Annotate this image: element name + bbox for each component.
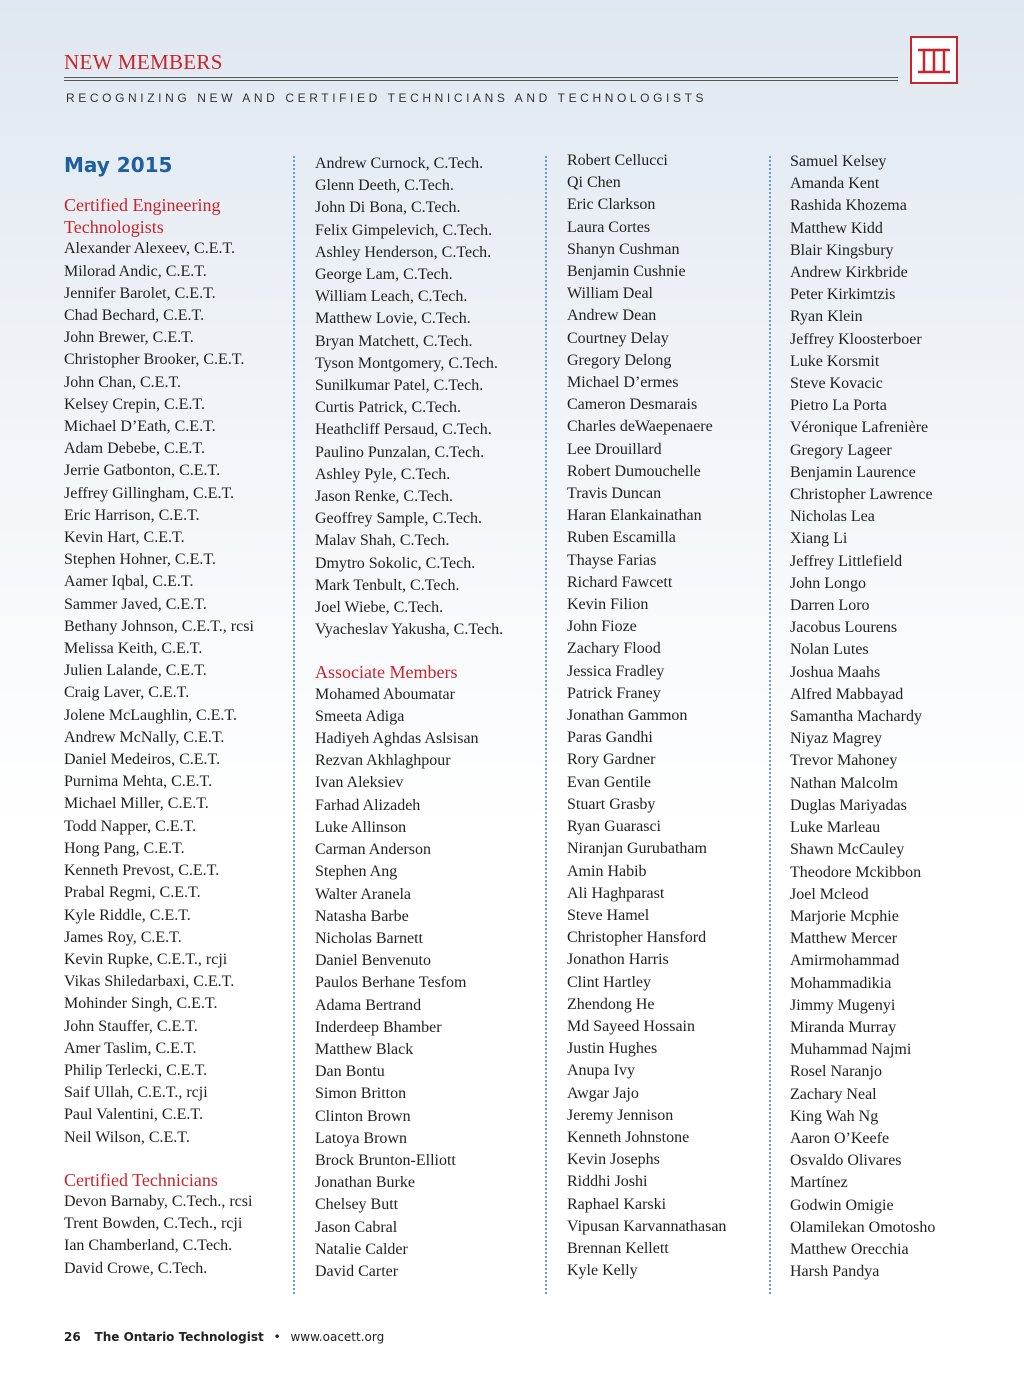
member-name: Darren Loro bbox=[790, 597, 870, 615]
member-name: Mohinder Singh, C.E.T. bbox=[64, 995, 218, 1013]
column-1 bbox=[64, 150, 264, 1280]
member-name: Michael Miller, C.E.T. bbox=[64, 795, 209, 813]
member-name: Nicholas Lea bbox=[790, 508, 875, 526]
page-footer bbox=[64, 1330, 384, 1344]
member-name: Clint Hartley bbox=[567, 973, 651, 991]
member-name: Julien Lalande, C.E.T. bbox=[64, 662, 207, 680]
member-name: Matthew Orecchia bbox=[790, 1240, 909, 1258]
member-name: John Longo bbox=[790, 574, 866, 592]
member-name: Daniel Benvenuto bbox=[315, 952, 431, 970]
member-name: Nolan Lutes bbox=[790, 641, 869, 659]
member-name: Stephen Hohner, C.E.T. bbox=[64, 551, 216, 569]
member-name: Kevin Hart, C.E.T. bbox=[64, 529, 185, 547]
member-name: Steve Hamel bbox=[567, 906, 650, 924]
member-name: Justin Hughes bbox=[567, 1040, 658, 1058]
member-name: Walter Aranela bbox=[315, 885, 411, 903]
member-name: Amin Habib bbox=[567, 862, 647, 880]
member-name: Paulino Punzalan, C.Tech. bbox=[315, 443, 485, 461]
member-name: Alexander Alexeev, C.E.T. bbox=[64, 240, 236, 258]
member-name: Evan Gentile bbox=[567, 773, 651, 791]
cet-list bbox=[64, 238, 264, 1148]
member-name: John Stauffer, C.E.T. bbox=[64, 1017, 198, 1035]
member-name: Osvaldo Olivares bbox=[790, 1152, 902, 1170]
member-name: Rezvan Akhlaghpour bbox=[315, 752, 451, 770]
member-name: Jonathon Harris bbox=[567, 951, 669, 969]
member-name: David Carter bbox=[315, 1262, 399, 1280]
member-name: Joshua Maahs bbox=[790, 663, 881, 681]
member-name: Jimmy Mugenyi bbox=[790, 996, 896, 1014]
member-name: John Brewer, C.E.T. bbox=[64, 329, 194, 347]
column-divider bbox=[769, 156, 771, 1294]
member-name: Nathan Malcolm bbox=[790, 774, 898, 792]
member-name: Pietro La Porta bbox=[790, 397, 887, 415]
member-name: Milorad Andic, C.E.T. bbox=[64, 262, 207, 280]
member-name: Aaron O’Keefe bbox=[790, 1129, 890, 1147]
member-name: Matthew Kidd bbox=[790, 219, 883, 237]
column-divider bbox=[545, 156, 547, 1294]
member-name: Benjamin Laurence bbox=[790, 463, 916, 481]
member-name: Muhammad Najmi bbox=[790, 1041, 912, 1059]
member-name: Marjorie Mcphie bbox=[790, 907, 899, 925]
member-name: Devon Barnaby, C.Tech., rcsi bbox=[64, 1192, 253, 1210]
member-name: Ashley Henderson, C.Tech. bbox=[315, 243, 492, 261]
member-name: Tyson Montgomery, C.Tech. bbox=[315, 354, 498, 372]
member-name: Zachary Neal bbox=[790, 1085, 877, 1103]
member-name: Raphael Karski bbox=[567, 1195, 667, 1213]
member-name: Philip Terlecki, C.E.T. bbox=[64, 1061, 208, 1079]
member-name: Felix Gimpelevich, C.Tech. bbox=[315, 221, 493, 239]
member-name: Jerrie Gatbonton, C.E.T. bbox=[64, 462, 221, 480]
member-name: Trevor Mahoney bbox=[790, 752, 898, 770]
member-name: Jacobus Lourens bbox=[790, 619, 898, 637]
member-name: Hadiyeh Aghdas Aslsisan bbox=[315, 730, 479, 748]
member-name: Todd Napper, C.E.T. bbox=[64, 817, 197, 835]
member-name: Geoffrey Sample, C.Tech. bbox=[315, 510, 482, 528]
member-name: Farhad Alizadeh bbox=[315, 796, 421, 814]
member-name: Patrick Franey bbox=[567, 684, 661, 702]
member-name: Awgar Jajo bbox=[567, 1084, 639, 1102]
member-name: Glenn Deeth, C.Tech. bbox=[315, 177, 454, 195]
member-name: Craig Laver, C.E.T. bbox=[64, 684, 190, 702]
member-name: Smeeta Adiga bbox=[315, 707, 405, 725]
member-name: Niranjan Gurubatham bbox=[567, 840, 707, 858]
ottt-logo-icon bbox=[910, 36, 958, 84]
member-name: Amirmohammad bbox=[790, 952, 900, 970]
member-name: James Roy, C.E.T. bbox=[64, 928, 182, 946]
member-name: Sunilkumar Patel, C.Tech. bbox=[315, 377, 484, 395]
section-title-associate: Associate Members bbox=[315, 662, 458, 683]
member-name: Christopher Lawrence bbox=[790, 486, 933, 504]
ct-list-part1 bbox=[64, 1191, 264, 1280]
website-link[interactable]: www.oacett.org bbox=[290, 1330, 385, 1344]
member-name: Sammer Javed, C.E.T. bbox=[64, 595, 207, 613]
page-title: NEW MEMBERS bbox=[64, 50, 223, 74]
member-name: Anupa Ivy bbox=[567, 1062, 635, 1080]
member-name: Mark Tenbult, C.Tech. bbox=[315, 576, 460, 594]
member-name: Joel Mcleod bbox=[790, 885, 869, 903]
member-name: Jolene McLaughlin, C.E.T. bbox=[64, 706, 237, 724]
member-name: Paras Gandhi bbox=[567, 729, 653, 747]
member-name: Kyle Riddle, C.E.T. bbox=[64, 906, 191, 924]
member-name: Inderdeep Bhamber bbox=[315, 1018, 442, 1036]
member-name: Peter Kirkimtzis bbox=[790, 286, 896, 304]
member-name: Luke Korsmit bbox=[790, 352, 880, 370]
member-name: Duglas Mariyadas bbox=[790, 796, 907, 814]
header-rule bbox=[64, 77, 898, 81]
member-name: Carman Anderson bbox=[315, 841, 431, 859]
member-name: Luke Marleau bbox=[790, 819, 881, 837]
member-name: King Wah Ng bbox=[790, 1107, 879, 1125]
member-name: Bethany Johnson, C.E.T., rcsi bbox=[64, 617, 254, 635]
member-name: Nicholas Barnett bbox=[315, 929, 423, 947]
member-name: Christopher Hansford bbox=[567, 929, 707, 947]
member-name: Courtney Delay bbox=[567, 329, 669, 347]
member-name: Véronique Lafrenière bbox=[790, 419, 929, 437]
member-name: Xiang Li bbox=[790, 530, 848, 548]
member-name: Jason Renke, C.Tech. bbox=[315, 488, 453, 506]
member-name: Shanyn Cushman bbox=[567, 240, 680, 258]
member-name: Niyaz Magrey bbox=[790, 730, 882, 748]
member-name: John Fioze bbox=[567, 618, 637, 636]
member-name: Latoya Brown bbox=[315, 1129, 407, 1147]
member-name: Natasha Barbe bbox=[315, 907, 409, 925]
member-name: Martínez bbox=[790, 1174, 848, 1192]
member-name: Simon Britton bbox=[315, 1085, 407, 1103]
ct-list-part2 bbox=[315, 153, 503, 641]
member-name: Kenneth Johnstone bbox=[567, 1128, 690, 1146]
member-name: Vikas Shiledarbaxi, C.E.T. bbox=[64, 973, 235, 991]
member-name: Jeremy Jennison bbox=[567, 1106, 674, 1124]
member-name: Matthew Black bbox=[315, 1040, 414, 1058]
member-name: John Di Bona, C.Tech. bbox=[315, 199, 461, 217]
member-name: Thayse Farias bbox=[567, 551, 657, 569]
member-name: Melissa Keith, C.E.T. bbox=[64, 640, 203, 658]
member-name: Ali Haghparast bbox=[567, 884, 665, 902]
member-name: Kenneth Prevost, C.E.T. bbox=[64, 862, 220, 880]
page-subtitle: RECOGNIZING NEW AND CERTIFIED TECHNICIANS AND TECHNOLOGISTS bbox=[66, 91, 708, 105]
member-name: Samuel Kelsey bbox=[790, 153, 887, 170]
member-name: Jessica Fradley bbox=[567, 662, 665, 680]
associate-list-part1 bbox=[315, 684, 503, 1283]
member-name: Charles deWaepenaere bbox=[567, 418, 713, 436]
member-name: Laura Cortes bbox=[567, 218, 651, 236]
member-name: William Leach, C.Tech. bbox=[315, 288, 468, 306]
member-name: George Lam, C.Tech. bbox=[315, 266, 453, 284]
member-name: Brock Brunton-Elliott bbox=[315, 1151, 456, 1169]
member-name: Harsh Pandya bbox=[790, 1263, 880, 1281]
member-name: Jeffrey Littlefield bbox=[790, 552, 903, 570]
member-name: Andrew Dean bbox=[567, 307, 657, 325]
member-name: Cameron Desmarais bbox=[567, 396, 698, 414]
member-name: Matthew Lovie, C.Tech. bbox=[315, 310, 471, 328]
member-name: Matthew Mercer bbox=[790, 930, 898, 948]
member-name: Amanda Kent bbox=[790, 175, 880, 193]
member-name: Malav Shah, C.Tech. bbox=[315, 532, 450, 550]
page-number: 26 bbox=[64, 1330, 81, 1344]
member-name: Trent Bowden, C.Tech., rcji bbox=[64, 1215, 243, 1233]
associate-list-part3 bbox=[790, 151, 935, 1283]
member-name: Jeffrey Gillingham, C.E.T. bbox=[64, 484, 235, 502]
member-name: Brennan Kellett bbox=[567, 1239, 669, 1257]
member-name: Ryan Klein bbox=[790, 308, 863, 326]
member-name: Kevin Rupke, C.E.T., rcji bbox=[64, 950, 228, 968]
member-name: Kyle Kelly bbox=[567, 1262, 638, 1280]
member-name: Dan Bontu bbox=[315, 1063, 385, 1081]
column-4 bbox=[790, 151, 935, 1283]
member-name: Chelsey Butt bbox=[315, 1196, 399, 1214]
member-name: Ryan Guarasci bbox=[567, 818, 661, 836]
member-name: Blair Kingsbury bbox=[790, 241, 894, 259]
member-name: Riddhi Joshi bbox=[567, 1173, 648, 1191]
member-name: Robert Dumouchelle bbox=[567, 462, 701, 480]
member-name: Andrew McNally, C.E.T. bbox=[64, 728, 225, 746]
member-name: Richard Fawcett bbox=[567, 573, 673, 591]
member-name: Qi Chen bbox=[567, 174, 621, 192]
member-name: Olamilekan Omotosho bbox=[790, 1218, 936, 1236]
month-heading: May 2015 bbox=[64, 153, 173, 177]
member-name: Andrew Kirkbride bbox=[790, 264, 908, 282]
member-name: Prabal Regmi, C.E.T. bbox=[64, 884, 201, 902]
member-name: Zhendong He bbox=[567, 995, 655, 1013]
column-3 bbox=[567, 150, 726, 1282]
member-name: Mohamed Aboumatar bbox=[315, 685, 455, 703]
member-name: Amer Taslim, C.E.T. bbox=[64, 1039, 197, 1057]
member-name: Ian Chamberland, C.Tech. bbox=[64, 1237, 233, 1255]
member-name: Benjamin Cushnie bbox=[567, 263, 686, 281]
member-name: Rory Gardner bbox=[567, 751, 656, 769]
member-name: Luke Allinson bbox=[315, 818, 407, 836]
member-name: Dmytro Sokolic, C.Tech. bbox=[315, 554, 476, 572]
member-name: Mohammadikia bbox=[790, 974, 892, 992]
member-name: Miranda Murray bbox=[790, 1018, 897, 1036]
member-name: Rosel Naranjo bbox=[790, 1063, 882, 1081]
member-name: Haran Elankainathan bbox=[567, 507, 702, 525]
member-name: Ashley Pyle, C.Tech. bbox=[315, 465, 451, 483]
member-name: Hong Pang, C.E.T. bbox=[64, 839, 185, 857]
member-name: Zachary Flood bbox=[567, 640, 661, 658]
member-name: Aamer Iqbal, C.E.T. bbox=[64, 573, 194, 591]
member-name: John Chan, C.E.T. bbox=[64, 373, 182, 391]
member-name: William Deal bbox=[567, 285, 653, 303]
member-name: Theodore Mckibbon bbox=[790, 863, 922, 881]
member-name: Saif Ullah, C.E.T., rcji bbox=[64, 1084, 208, 1102]
member-name: Heathcliff Persaud, C.Tech. bbox=[315, 421, 492, 439]
member-name: Michael D’ermes bbox=[567, 374, 679, 392]
section-title-cet: Certified Engineering Technologists bbox=[64, 195, 221, 238]
footer-separator: • bbox=[273, 1330, 281, 1344]
member-name: Jonathan Gammon bbox=[567, 707, 688, 725]
member-name: Stuart Grasby bbox=[567, 795, 656, 813]
member-name: Godwin Omigie bbox=[790, 1196, 894, 1214]
member-name: Md Sayeed Hossain bbox=[567, 1017, 695, 1035]
member-name: Neil Wilson, C.E.T. bbox=[64, 1128, 190, 1146]
member-name: Alfred Mabbayad bbox=[790, 685, 904, 703]
member-name: Andrew Curnock, C.Tech. bbox=[315, 155, 484, 172]
member-name: Kevin Josephs bbox=[567, 1151, 660, 1169]
member-name: Ruben Escamilla bbox=[567, 529, 676, 547]
member-name: Kevin Filion bbox=[567, 596, 649, 614]
member-name: Shawn McCauley bbox=[790, 841, 905, 859]
member-name: Jennifer Barolet, C.E.T. bbox=[64, 284, 216, 302]
publication-name: The Ontario Technologist bbox=[94, 1330, 264, 1344]
member-name: Eric Clarkson bbox=[567, 196, 656, 214]
member-name: Natalie Calder bbox=[315, 1240, 408, 1258]
member-name: Robert Cellucci bbox=[567, 152, 668, 169]
section-title-ct: Certified Technicians bbox=[64, 1169, 218, 1190]
column-divider bbox=[293, 156, 295, 1294]
member-name: Paul Valentini, C.E.T. bbox=[64, 1106, 203, 1124]
member-name: Adam Debebe, C.E.T. bbox=[64, 440, 205, 458]
member-name: Clinton Brown bbox=[315, 1107, 411, 1125]
member-name: Ivan Aleksiev bbox=[315, 774, 404, 792]
member-name: Joel Wiebe, C.Tech. bbox=[315, 599, 444, 617]
member-name: Eric Harrison, C.E.T. bbox=[64, 506, 200, 524]
associate-list-part2 bbox=[567, 150, 726, 1282]
member-name: Daniel Medeiros, C.E.T. bbox=[64, 751, 221, 769]
member-name: Lee Drouillard bbox=[567, 440, 662, 458]
member-name: Jonathan Burke bbox=[315, 1174, 415, 1192]
member-name: Stephen Ang bbox=[315, 863, 398, 881]
member-name: Jason Cabral bbox=[315, 1218, 398, 1236]
member-name: Steve Kovacic bbox=[790, 375, 883, 393]
member-name: Kelsey Crepin, C.E.T. bbox=[64, 395, 206, 413]
member-name: Christopher Brooker, C.E.T. bbox=[64, 351, 245, 369]
member-name: Travis Duncan bbox=[567, 485, 662, 503]
member-name: Jeffrey Kloosterboer bbox=[790, 330, 922, 348]
member-name: Purnima Mehta, C.E.T. bbox=[64, 773, 213, 791]
member-name: Paulos Berhane Tesfom bbox=[315, 974, 467, 992]
member-name: Vipusan Karvannathasan bbox=[567, 1217, 727, 1235]
member-name: David Crowe, C.Tech. bbox=[64, 1259, 208, 1277]
member-name: Bryan Matchett, C.Tech. bbox=[315, 332, 473, 350]
member-name: Rashida Khozema bbox=[790, 197, 907, 215]
member-name: Vyacheslav Yakusha, C.Tech. bbox=[315, 621, 504, 639]
member-name: Adama Bertrand bbox=[315, 996, 422, 1014]
column-2 bbox=[315, 153, 503, 1283]
member-name: Gregory Delong bbox=[567, 351, 672, 369]
member-name: Chad Bechard, C.E.T. bbox=[64, 307, 205, 325]
member-name: Gregory Lageer bbox=[790, 441, 892, 459]
member-name: Curtis Patrick, C.Tech. bbox=[315, 399, 461, 417]
member-name: Samantha Machardy bbox=[790, 708, 922, 726]
member-name: Michael D’Eath, C.E.T. bbox=[64, 418, 216, 436]
